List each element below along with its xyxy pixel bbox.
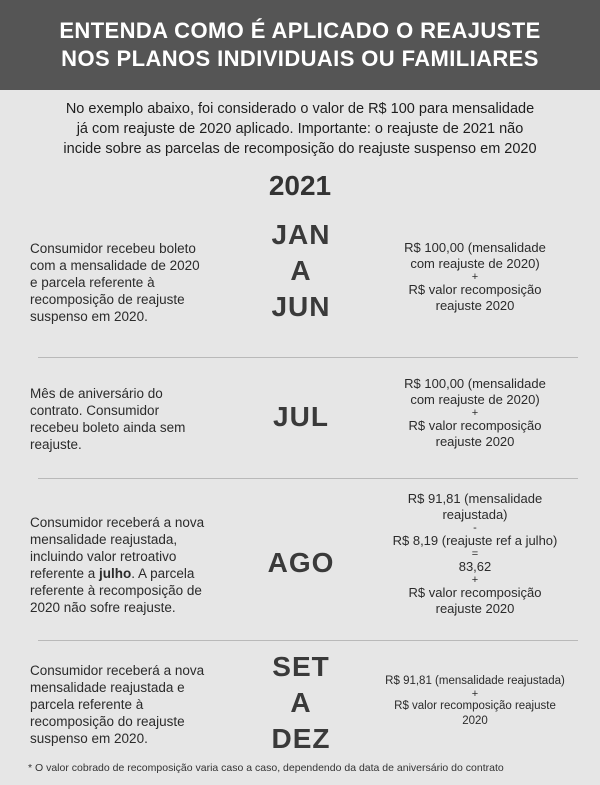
desc-line: suspenso em 2020. [30,309,148,324]
calc-line: com reajuste de 2020) [410,256,540,271]
calc-operator: + [471,688,479,700]
month-word: SET [272,651,330,682]
row-set-dez-calculation [375,674,575,729]
desc-line: suspenso em 2020. [30,731,148,746]
month-word: DEZ [271,723,331,754]
desc-line: 2020 não sofre reajuste. [30,600,176,615]
month-label-set-dez [246,649,356,757]
calc-operator: - [473,522,477,534]
desc-line-julho [30,565,235,582]
desc-line: incluindo valor retroativo [30,549,177,564]
footnote: * O valor cobrado de recomposição varia caso a caso, dependendo da data de aniversário do contrato [28,762,504,774]
intro-line-2: já com reajuste de 2020 aplicado. Importante: o reajuste de 2021 não [76,121,524,137]
row-set-dez-description [30,662,235,747]
desc-bold-julho: julho [99,566,132,581]
calc-line: R$ 100,00 (mensalidade [404,376,546,391]
intro-line-3: incide sobre as parcelas de recomposição do reajuste suspenso em 2020 [63,141,537,157]
title-line-2: NOS PLANOS INDIVIDUAIS OU FAMILIARES [61,46,539,71]
desc-line: recebeu boleto ainda sem [30,420,186,435]
month-label-jan-jun [246,217,356,325]
intro-line-1: No exemplo abaixo, foi considerado o valor de R$ 100 para mensalidade [65,101,535,117]
title-line-1: ENTENDA COMO É APLICADO O REAJUSTE [59,18,541,43]
desc-line: Mês de aniversário do [30,386,163,401]
month-word: JUL [273,401,329,432]
row-jan-jun-calculation [375,240,575,314]
row-ago-calculation [375,491,575,617]
row-divider [38,478,578,479]
desc-line: recomposição de reajuste [30,292,185,307]
month-word: A [290,687,312,718]
desc-line: referente à recomposição de [30,583,202,598]
calc-line: reajuste 2020 [435,298,515,313]
calc-operator: = [471,548,479,560]
calc-line: R$ 91,81 (mensalidade [407,491,543,506]
title-banner [0,0,600,90]
year-heading: 2021 [268,170,332,201]
month-word: AGO [267,547,335,578]
calc-line: reajuste 2020 [435,601,515,616]
month-label-jul [246,399,356,435]
calc-line: reajuste 2020 [435,434,515,449]
calc-operator: + [471,271,479,283]
desc-line: Consumidor recebeu boleto [30,241,196,256]
desc-line: Consumidor receberá a nova [30,663,205,678]
calc-operator: + [471,407,479,419]
calc-line: 83,62 [458,559,492,574]
calc-line: 2020 [462,715,488,727]
desc-line: parcela referente à [30,697,144,712]
calc-line: R$ 91,81 (mensalidade reajustada) [385,675,565,687]
row-jan-jun-description [30,240,235,325]
calc-line: R$ valor recomposição [408,585,542,600]
month-word: JAN [271,219,331,250]
desc-line: contrato. Consumidor [30,403,160,418]
row-jul-calculation [375,376,575,450]
desc-line: mensalidade reajustada e [30,680,185,695]
desc-line: reajuste. [30,437,82,452]
row-divider [38,357,578,358]
desc-line: recomposição do reajuste [30,714,185,729]
calc-line: R$ valor recomposição [408,282,542,297]
desc-line: com a mensalidade de 2020 [30,258,200,273]
calc-line: reajustada) [442,507,508,522]
desc-line: mensalidade reajustada, [30,532,178,547]
row-divider [38,640,578,641]
row-jul-description [30,385,235,453]
month-word: JUN [271,291,331,322]
calc-line: R$ 100,00 (mensalidade [404,240,546,255]
desc-line: e parcela referente à [30,275,155,290]
calc-line: R$ valor recomposição reajuste [394,700,556,712]
month-label-ago [246,545,356,581]
desc-fragment: referente a [30,566,100,581]
month-word: A [290,255,312,286]
intro-text [14,99,586,159]
calc-line: R$ valor recomposição [408,418,542,433]
calc-line: R$ 8,19 (reajuste ref a julho) [392,533,558,548]
calc-line: com reajuste de 2020) [410,392,540,407]
desc-line: Consumidor receberá a nova [30,515,205,530]
row-ago-description [30,514,235,616]
calc-operator: + [471,574,479,586]
desc-fragment: . A parcela [131,566,195,581]
